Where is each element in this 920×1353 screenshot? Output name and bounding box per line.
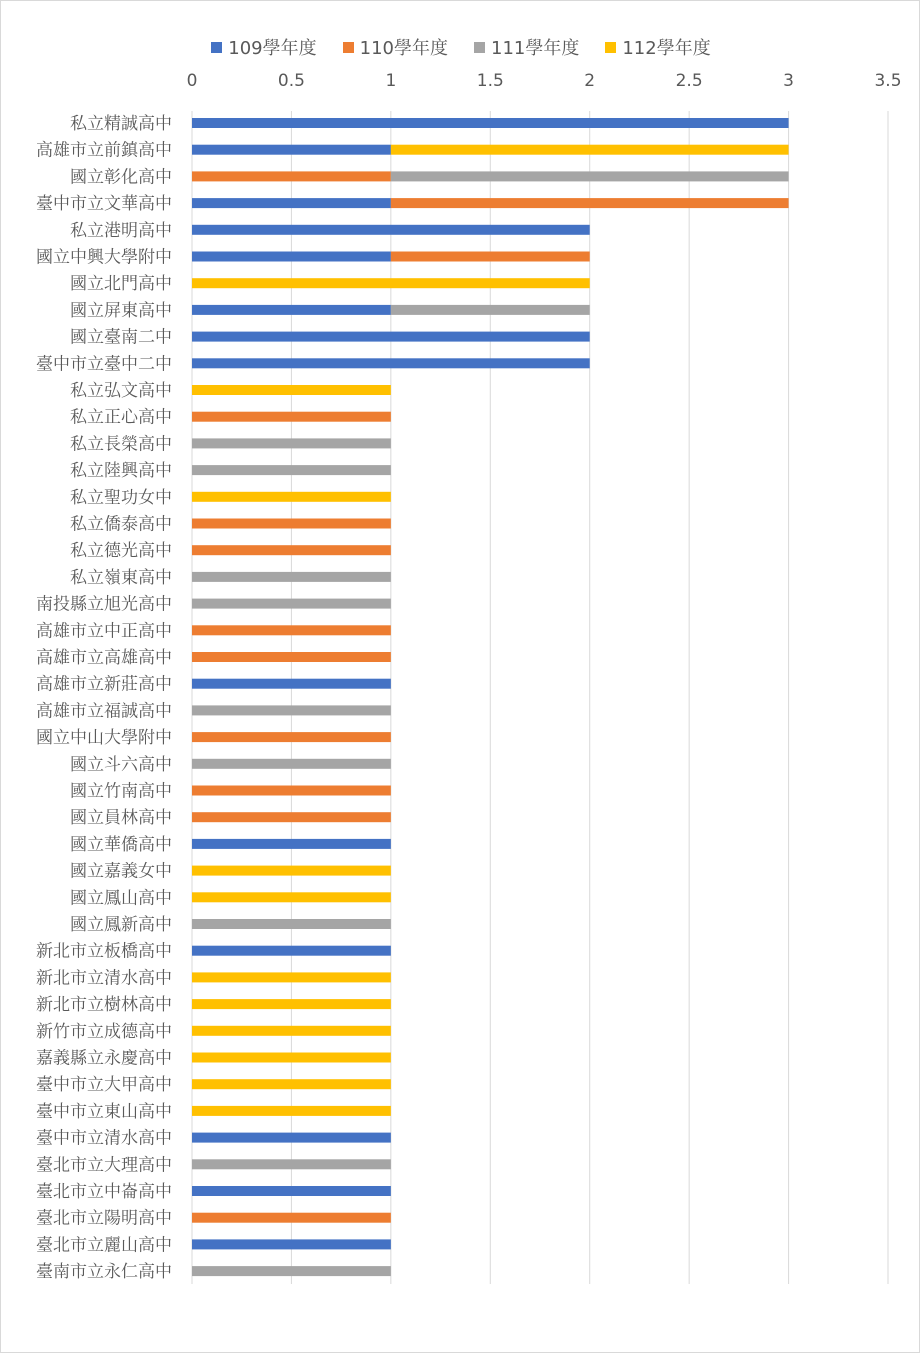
- bar-segment: [192, 118, 789, 128]
- y-category-label: 私立港明高中: [70, 220, 172, 241]
- bar-segment: [192, 385, 391, 395]
- x-tick-label: 0: [186, 71, 198, 91]
- y-category-label: 高雄市立新莊高中: [36, 674, 172, 695]
- y-category-label: 臺南市立永仁高中: [36, 1262, 172, 1283]
- bar-segment: [192, 892, 391, 902]
- bar-segment: [192, 1159, 391, 1169]
- y-category-label: 高雄市立高雄高中: [36, 648, 172, 668]
- bar-segment: [192, 972, 391, 982]
- bar-segment: [192, 786, 391, 796]
- y-category-label: 臺北市立中崙高中: [36, 1182, 172, 1202]
- x-tick-label: 0.5: [277, 71, 305, 91]
- bar-segment: [192, 679, 391, 689]
- y-category-label: 國立中山大學附中: [36, 728, 172, 749]
- y-category-label: 私立精誠高中: [70, 114, 172, 134]
- bar-segment: [192, 732, 391, 742]
- y-category-label: 國立員林高中: [70, 808, 172, 829]
- bar-segment: [192, 412, 391, 422]
- bar-segment: [192, 812, 391, 822]
- bar-segment: [391, 171, 789, 181]
- bar-segment: [192, 999, 391, 1009]
- y-category-label: 臺北市立陽明高中: [36, 1208, 172, 1229]
- bar-segment: [192, 198, 391, 208]
- bar-segment: [192, 759, 391, 769]
- bar-segment: [192, 1239, 391, 1249]
- bar-segment: [192, 492, 391, 502]
- y-category-label: 臺中市立清水高中: [36, 1128, 172, 1149]
- y-category-label: 臺北市立麗山高中: [36, 1235, 172, 1256]
- y-category-label: 高雄市立福誠高中: [36, 701, 172, 722]
- legend-label-112: 112學年度: [622, 38, 711, 59]
- bar-segment: [192, 145, 391, 155]
- y-category-label: 國立屏東高中: [70, 300, 172, 321]
- y-category-label: 私立嶺東高中: [70, 567, 172, 588]
- bar-segment: [192, 358, 590, 368]
- y-category-label: 新北市立樹林高中: [36, 995, 172, 1016]
- bar-segment: [192, 278, 590, 288]
- bar-chart-svg: [1, 1, 919, 1352]
- y-category-label: 臺中市立大甲高中: [36, 1075, 172, 1096]
- bar-segment: [192, 705, 391, 715]
- bar-segment: [391, 198, 789, 208]
- bar-segment: [192, 652, 391, 662]
- bar-segment: [192, 305, 391, 315]
- bar-segment: [192, 1106, 391, 1116]
- y-category-label: 嘉義縣立永慶高中: [36, 1048, 172, 1069]
- bar-segment: [192, 1213, 391, 1223]
- bar-segment: [192, 625, 391, 635]
- y-category-label: 臺中市立東山高中: [36, 1101, 172, 1122]
- y-category-label: 國立嘉義女中: [70, 861, 172, 882]
- y-category-label: 國立彰化高中: [70, 167, 172, 188]
- legend-label-110: 110學年度: [359, 38, 448, 59]
- bar-segment: [391, 305, 590, 315]
- bar-segment: [391, 145, 789, 155]
- y-category-label: 國立華僑高中: [70, 834, 172, 855]
- bar-segment: [192, 519, 391, 529]
- bar-segment: [192, 572, 391, 582]
- bar-segment: [192, 1266, 391, 1276]
- bar-segment: [192, 171, 391, 181]
- y-category-label: 國立鳳新高中: [70, 915, 172, 935]
- bar-segment: [192, 332, 590, 342]
- bar-segment: [192, 866, 391, 876]
- x-tick-label: 3: [783, 71, 794, 91]
- y-category-label: 國立北門高中: [70, 274, 172, 295]
- y-category-label: 私立正心高中: [70, 407, 172, 428]
- y-category-label: 高雄市立前鎮高中: [36, 140, 172, 161]
- bar-segment: [192, 1053, 391, 1063]
- y-category-label: 臺中市立文華高中: [36, 194, 172, 215]
- x-tick-label: 3.5: [874, 71, 902, 91]
- y-category-label: 國立鳳山高中: [70, 888, 172, 909]
- y-category-label: 國立臺南二中: [70, 327, 172, 348]
- bar-segment: [192, 599, 391, 609]
- bar-segment: [192, 438, 391, 448]
- y-category-label: 私立聖功女中: [70, 487, 172, 508]
- y-category-label: 私立弘文高中: [70, 381, 172, 401]
- bar-segment: [391, 252, 590, 262]
- legend-label-111: 111學年度: [491, 38, 580, 59]
- bar-segment: [192, 465, 391, 475]
- y-category-label: 私立德光高中: [70, 541, 172, 562]
- y-category-label: 國立中興大學附中: [36, 247, 172, 268]
- y-category-label: 私立僑泰高中: [70, 514, 172, 535]
- y-category-label: 國立竹南高中: [70, 781, 172, 802]
- y-category-label: 高雄市立中正高中: [36, 621, 172, 642]
- bar-segment: [192, 1079, 391, 1089]
- bar-segment: [192, 839, 391, 849]
- bar-segment: [192, 1133, 391, 1143]
- y-category-label: 新北市立清水高中: [36, 968, 172, 989]
- y-category-label: 臺北市立大理高中: [36, 1155, 172, 1176]
- y-category-label: 南投縣立旭光高中: [36, 594, 172, 615]
- legend-label-109: 109學年度: [228, 38, 317, 59]
- bar-segment: [192, 1026, 391, 1036]
- bar-segment: [192, 252, 391, 262]
- y-category-label: 國立斗六高中: [70, 754, 172, 775]
- y-category-label: 新竹市立成德高中: [36, 1021, 172, 1042]
- y-category-label: 新北市立板橋高中: [36, 941, 172, 962]
- bar-segment: [192, 1186, 391, 1196]
- y-category-label: 臺中市立臺中二中: [36, 354, 172, 375]
- x-tick-label: 1: [385, 71, 397, 91]
- y-category-label: 私立長榮高中: [70, 434, 172, 455]
- bar-segment: [192, 545, 391, 555]
- bar-segment: [192, 946, 391, 956]
- bar-segment: [192, 225, 590, 235]
- bar-segment: [192, 919, 391, 929]
- x-tick-label: 2: [584, 71, 596, 91]
- x-tick-label: 1.5: [476, 71, 504, 91]
- x-tick-label: 2.5: [675, 71, 703, 91]
- y-category-label: 私立陸興高中: [70, 461, 172, 482]
